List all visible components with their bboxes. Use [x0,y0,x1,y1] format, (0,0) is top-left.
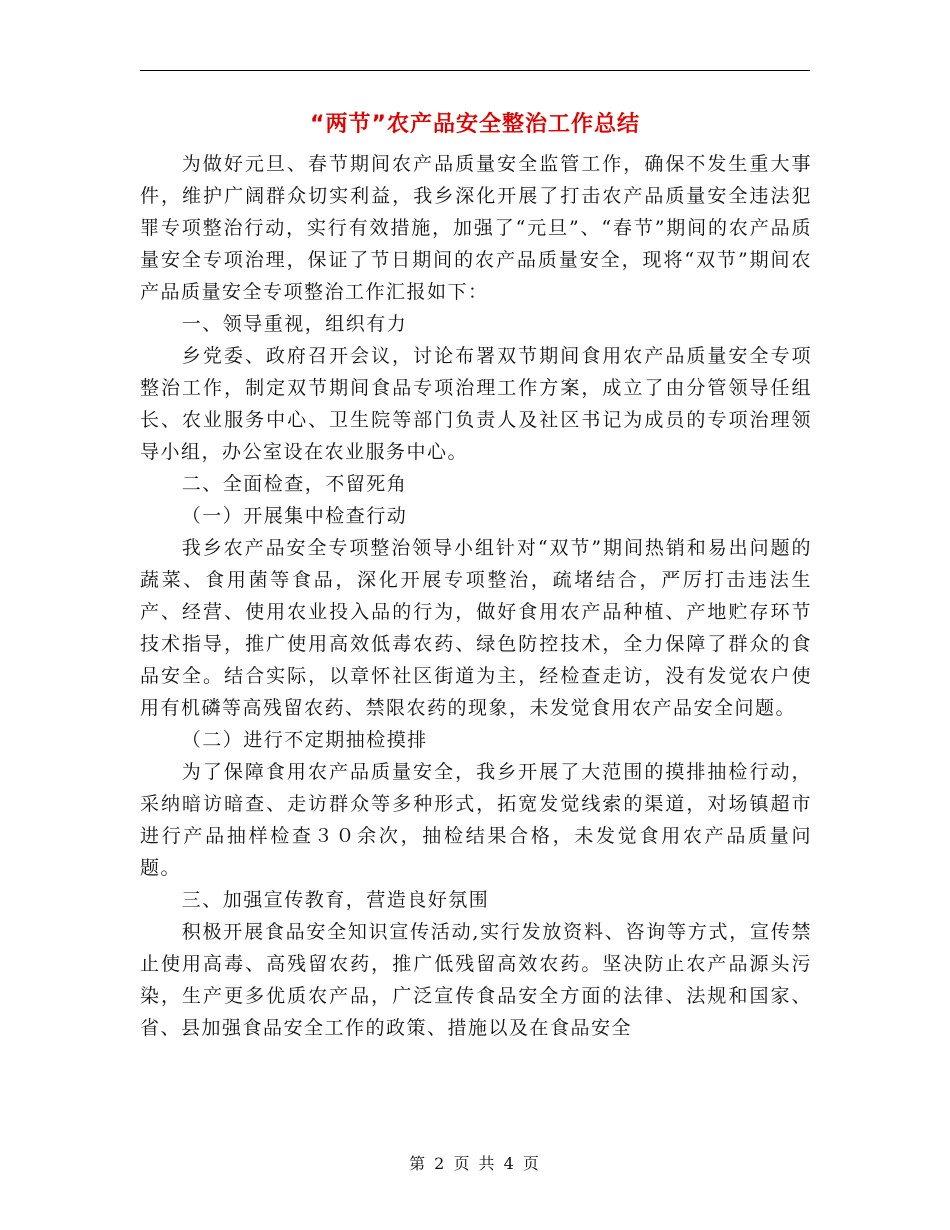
section-3-paragraph: 积极开展食品安全知识宣传活动,实行发放资料、咨询等方式，宣传禁止使用高毒、高残留农药，推广低残留高效农药。坚决防止农产品源头污染，生产更多优质农产品，广泛宣传食品安全方面的法律、法规和国家、省、县加强食品安全工作的政策、措施以及在食品安全 [140,921,812,1039]
section-heading-1: 一、领导重视，组织有力 [181,313,408,335]
header-rule [140,70,810,71]
document-title: “两节”农产品安全整治工作总结 [310,112,640,137]
section-heading-2: 二、全面检查，不留死角 [181,473,408,495]
subsection-2-2-paragraph: 为了保障食用农产品质量安全，我乡开展了大范围的摸排抽检行动，采纳暗访暗查、走访群众等多种形式，拓宽发觉线索的渠道，对场镇超市进行产品抽样检查３０余次，抽检结果合格，未发觉食用农产品质量问题。 [140,761,812,879]
page-number-footer: 第 2 页 共 4 页 [409,1154,541,1173]
document-body [140,148,812,1044]
intro-paragraph: 为做好元旦、春节期间农产品质量安全监管工作，确保不发生重大事件，维护广阔群众切实利益，我乡深化开展了打击农产品质量安全违法犯罪专项整治行动，实行有效措施，加强了“元旦”、“春节”期间的农产品质量安全专项治理，保证了节日期间的农产品质量安全，现将“双节”期间农产品质量安全专项整治工作汇报如下： [140,153,812,303]
subsection-heading-2-2: （二）进行不定期抽检摸排 [181,729,428,751]
section-heading-3: 三、加强宣传教育，营造良好氛围 [181,889,490,911]
subsection-2-1-paragraph: 我乡农产品安全专项整治领导小组针对“双节”期间热销和易出问题的蔬菜、食用菌等食品，深化开展专项整治，疏堵结合，严厉打击违法生产、经营、使用农业投入品的行为，做好食用农产品种植、产地贮存环节技术指导，推广使用高效低毒农药、绿色防控技术，全力保障了群众的食品安全。结合实际，以章怀社区街道为主，经检查走访，没有发觉农户使用有机磷等高残留农药、禁限农药的现象，未发觉食用农产品安全问题。 [140,537,812,719]
subsection-heading-2-1: （一）开展集中检查行动 [181,505,408,527]
section-1-paragraph: 乡党委、政府召开会议，讨论布署双节期间食用农产品质量安全专项整治工作，制定双节期间食品专项治理工作方案，成立了由分管领导任组长、农业服务中心、卫生院等部门负责人及社区书记为成员的专项治理领导小组，办公室设在农业服务中心。 [140,345,812,463]
